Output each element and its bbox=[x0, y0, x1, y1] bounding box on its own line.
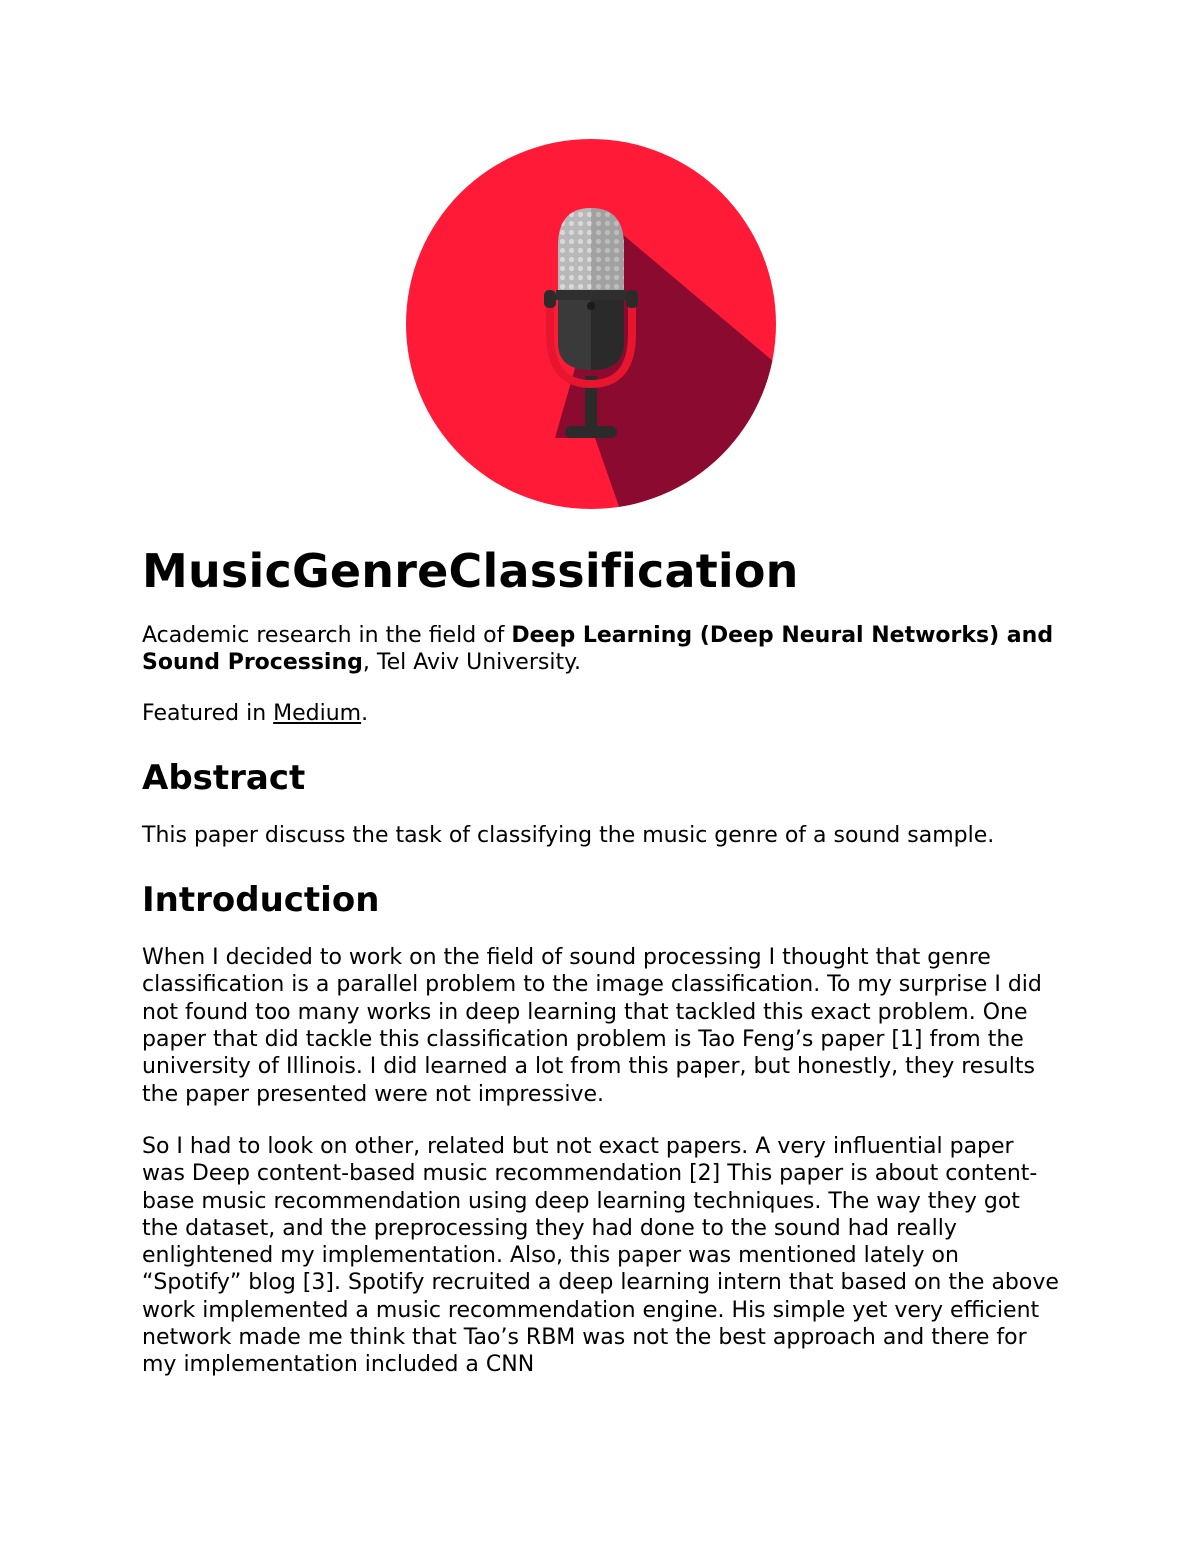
intro-paragraph bbox=[142, 622, 1062, 677]
introduction-paragraph-2: So I had to look on other, related but not exact papers. A very influential paper was Deep content-based music recommendation [2] This paper is about content-base music recommendation using deep learning techniques. The way they got the dataset, and the preprocessing they had done to the sound had really enlightened my implementation. Also, this paper was mentioned lately on “Spotify” blog [3]. Spotify recruited a deep learning intern that based on the above work implemented a music recommendation engine. His simple yet very efficient network made me think that Tao’s RBM was not the best approach and there for my implementation included a CNN bbox=[142, 1133, 1059, 1378]
microphone-icon bbox=[405, 138, 777, 510]
featured-suffix: . bbox=[361, 700, 369, 726]
intro-bold-fields: Deep Learning (Deep Neural Networks) and Sound Processing bbox=[142, 623, 1054, 676]
featured-prefix: Featured in bbox=[142, 700, 274, 726]
introduction-heading: Introduction bbox=[142, 880, 380, 921]
intro-prefix: Academic research in the field of bbox=[142, 623, 512, 648]
featured-paragraph bbox=[142, 700, 1062, 727]
introduction-paragraph-1: When I decided to work on the field of sound processing I thought that genre classification is a parallel problem to the image classification. To my surprise I did not found too many works in deep learning that tackled this exact problem. One paper that did tackle this classification problem is Tao Feng’s paper [1] from the university of Illinois. I did learned a lot from this paper, but honestly, they results the paper presented were not impressive. bbox=[142, 945, 1042, 1107]
abstract-text: This paper discuss the task of classifying the music genre of a sound sample. bbox=[142, 822, 995, 848]
document-content bbox=[142, 540, 1062, 1379]
abstract-heading: Abstract bbox=[142, 757, 306, 798]
intro-suffix: , Tel Aviv University. bbox=[362, 650, 581, 676]
medium-link[interactable]: Medium bbox=[273, 700, 362, 726]
logo bbox=[405, 138, 777, 510]
document-title: MusicGenreClassification bbox=[142, 544, 799, 598]
